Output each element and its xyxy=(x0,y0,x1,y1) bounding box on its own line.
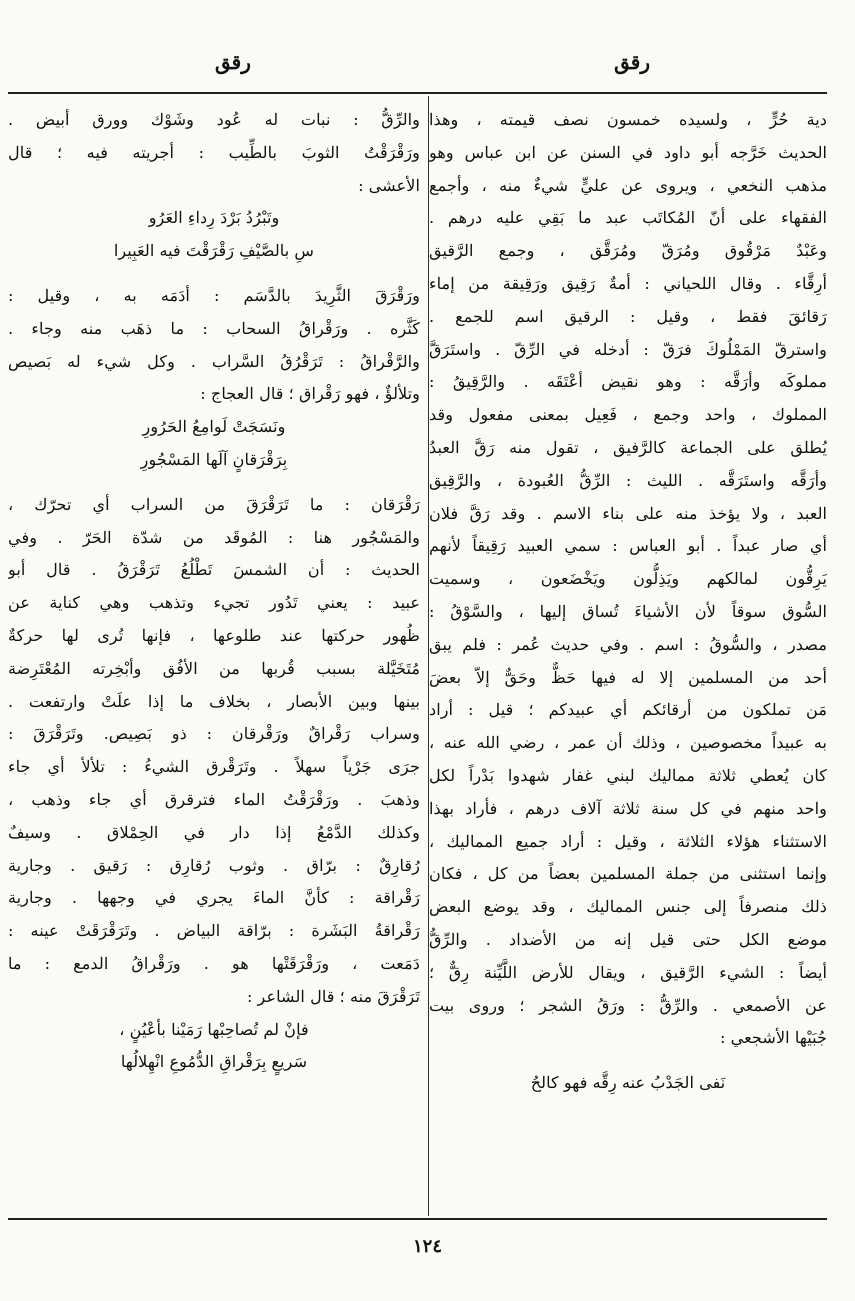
text-line: رَقْراقة : كأنَّ الماءَ يجري في وجهها . وجارية xyxy=(8,888,420,908)
text-line: وأرَقَّه واستَرَقَّه . الليث : الرِّقُّ العُبودة ، والرَّقِيق xyxy=(429,470,827,490)
text-line: جرَى جَرْياً سهلاً . وتَرَقْرق الشيءُ : تلألأ أي جاء xyxy=(8,757,420,777)
text-line: والمَسْجُور هنا : المُوقَد من شدّة الحَرّ . وفي xyxy=(8,527,420,547)
header-rule xyxy=(8,92,827,94)
verse-line: سَريعٍ بِرَقْراقِ الدُّمُوعِ انْهِلالُها xyxy=(120,1052,308,1072)
text-line: أي صار عبداً . أبو العباس : سمي العبيد رَقِيقاً لأنهم xyxy=(429,536,827,556)
text-line: واحد منهم في كل سنة ثلاثة آلاف درهم ، فأراد بهذا xyxy=(429,798,827,818)
text-line: وكذلك الدَّمْعُ إذا دار في الحِمْلاق . وسيفٌ xyxy=(8,822,420,842)
text-line: أرِقَّاء . وقال اللحياني : أمةٌ رَقِيق ورَقِيقة من إماء xyxy=(429,273,827,293)
verse-line: سِ بالصَّيْفِ رَقْرَقْتَ فيه العَبِيرا xyxy=(113,241,315,261)
text-line: مملوكَه وأرَقَّه : وهو نقيض أعْتَقَه . والرَّقِيقُ : xyxy=(429,372,827,392)
header-right-word: رقق xyxy=(614,50,650,74)
text-line: الاستثناء هؤلاء الثلاثة ، وقيل : أراد جميع المماليك ، xyxy=(429,831,827,851)
text-line: وسراب رَقْراقٌ ورَقْرقان : ذو بَصِيص. وتَرَقْرَقَ : xyxy=(8,724,420,744)
text-line: ورَقْرَقَ الثَّرِيدَ بالدَّسَم : أدَمَه به ، وقيل : xyxy=(8,285,420,305)
text-line: واسترقّ المَمْلُوكَ فرَقّ : أدخله في الرِّقّ . واستَرَقَّ xyxy=(429,339,827,359)
verse-line: فإنْ لم تُصاحِبْها رَمَيْنا بأعْيُنٍ ، xyxy=(119,1019,309,1039)
text-line: ورَقْرَقْتُ الثوبَ بالطِّيب : أجريته فيه ؛ قال xyxy=(8,142,420,162)
text-line: الحديث : أن الشمسَ تَطْلُعُ تَرَقْرَقُ . قال أبو xyxy=(8,560,420,580)
text-line: ظُهور حركتها عند طلوعها ، فإنها تُرى لها حركةٌ xyxy=(8,625,420,645)
text-line: جُبَيْها الأشجعي : xyxy=(720,1028,827,1048)
text-line: يَرِقُّون لمالكهم ويَذِلُّون ويَخْضَعون ، وسميت xyxy=(429,569,827,589)
text-line: مصدر ، والسُّوقُ : اسم . وفي حديث عُمر : فلم يبق xyxy=(429,634,827,654)
text-line: دَمَعت ، ورَقْرَقَتْها هو . ورَقْراقُ الدمع : ما xyxy=(8,953,420,973)
verse-line: ونَسَجَتْ لَوامِعُ الحَرُورِ xyxy=(142,417,286,437)
text-line: مُتَخَيَّلة بسبب قُربها من الأفُق وأبْخِرته المُعْتَرِضة xyxy=(8,658,420,678)
page-number: ١٢٤ xyxy=(412,1236,442,1257)
text-line: بينها وبين الأبصار ، بخلاف ما إذا علَتْ وارتفعت . xyxy=(8,691,420,711)
text-line: والرَّقْراقُ : تَرَقْرُقُ السَّراب . وكل شيء له بَصيص xyxy=(8,351,420,371)
text-line: كَثَّره . ورَقْراقُ السحاب : ما ذهَب منه وجاء . xyxy=(8,318,420,338)
text-line: ذلك منصرفاً إلى جنس المماليك ، وقد يوضع البعض xyxy=(429,897,827,917)
text-line: العبد ، ولا يؤخذ منه على بناء الاسم . وقد رَقَّ فلان xyxy=(429,503,827,523)
verse-line: بِرَقْرَقانٍ آلَها المَسْجُورِ xyxy=(140,449,288,469)
text-line: رَقْراقةُ البَشَرة : برّاقة البياض . وتَرَقْرَقَتْ عينه : xyxy=(8,921,420,941)
text-line: وذهبَ . ورَقْرَقْتُ الماء فترقرق أي جاء وذهب ، xyxy=(8,789,420,809)
header-left-word: رقق xyxy=(215,50,251,74)
left-column xyxy=(8,104,420,1079)
text-line: وتلألؤٌ ، فهو رَقْراق ؛ قال العجاج : xyxy=(200,384,420,404)
text-line: مذهب النخعي ، ويروى عن عليٍّ شيءٌ منه ، وأجمع xyxy=(429,175,827,195)
footer-rule xyxy=(8,1218,827,1220)
text-line: يُطلق على الجماعة كالرَّفيق ، تقول منه رَقَّ العبدُ xyxy=(429,437,827,457)
text-line: والرِّقُّ : نبات له عُود وشَوْك وورق أبيض . xyxy=(8,110,420,129)
text-line: عن الأصمعي . والرِّقُّ : ورَقُ الشجر ؛ وروى بيت xyxy=(429,995,827,1015)
page-header xyxy=(0,38,855,88)
text-line: تَرَقْرَقَ منه ؛ قال الشاعر : xyxy=(246,986,420,1006)
text-line: أيضاً : الشيء الرَّقيق ، ويقال للأرض اللَّيِّنة رِقٌّ ؛ xyxy=(429,962,827,982)
text-line: موضع الكل حتى قيل إنه من الأضداد . والرِّقُّ xyxy=(429,929,827,949)
text-line: رُقارِقٌ : برّاق . وثوب رُقارِق : رَقيق . وجارية xyxy=(8,855,420,875)
text-line: الفقهاء على أنّ المُكاتَب عبد ما بَقِي عليه درهم . xyxy=(429,208,827,228)
text-line: كان يُعطي ثلاثة مماليك لبني غفار شهدوا بَدْراً لكل xyxy=(429,765,827,785)
right-column xyxy=(429,104,827,1100)
text-line: عبيد : يعني تَدُور تجيء وتذهب وهي كناية عن xyxy=(8,593,420,613)
text-line: الأعشى : xyxy=(358,175,420,195)
text-line: أحد من المسلمين إلا له فيها حَظٌّ وحَقٌّ إلاّ بعضَ xyxy=(429,667,827,687)
text-line: وإنما استثنى من جملة المسلمين بعضاً من كل ، فكان xyxy=(429,864,827,884)
text-line: دية حُرٍّ ، ولسيده خمسون نصف قيمته ، وهذا xyxy=(429,110,827,129)
text-line: الحديث خَرَّجه أبو داود في السنن عن ابن عباس وهو xyxy=(429,142,827,162)
text-line: السُّوق سوقاً لأن الأشياءَ تُساق إليها ، والسَّوْقُ : xyxy=(429,601,827,621)
text-line: مَن تملكون من أرقائكم أي عبيدكم ؛ قيل : أراد xyxy=(429,700,827,720)
text-line: المملوك ، واحد وجمع ، فَعِيل بمعنى مفعول وقد xyxy=(429,405,827,425)
verse-line: نَفى الجَدْبُ عنه رِقَّه فهو كالحُ xyxy=(530,1073,726,1093)
text-line: وعَبْدٌ مَرْقُوق ومُرَقّ ومُرَقَّق ، وجمع الرَّقيق xyxy=(429,241,827,261)
text-line: رَقائقَ فقط ، وقيل : الرقيق اسم للجمع . xyxy=(429,306,827,326)
text-line: به عبيداً مخصوصين ، وذلك أن عمر ، رضي الله عنه ، xyxy=(429,733,827,753)
spacer xyxy=(8,477,420,489)
spacer xyxy=(8,268,420,280)
spacer xyxy=(429,1055,827,1067)
text-line: رَقْرَقان : ما تَرَقْرَقَ من السراب أي تحرّك ، xyxy=(8,494,420,514)
verse-line: وتَبْرُدُ بَرْدَ رِداءِ العَرُو xyxy=(148,208,280,228)
